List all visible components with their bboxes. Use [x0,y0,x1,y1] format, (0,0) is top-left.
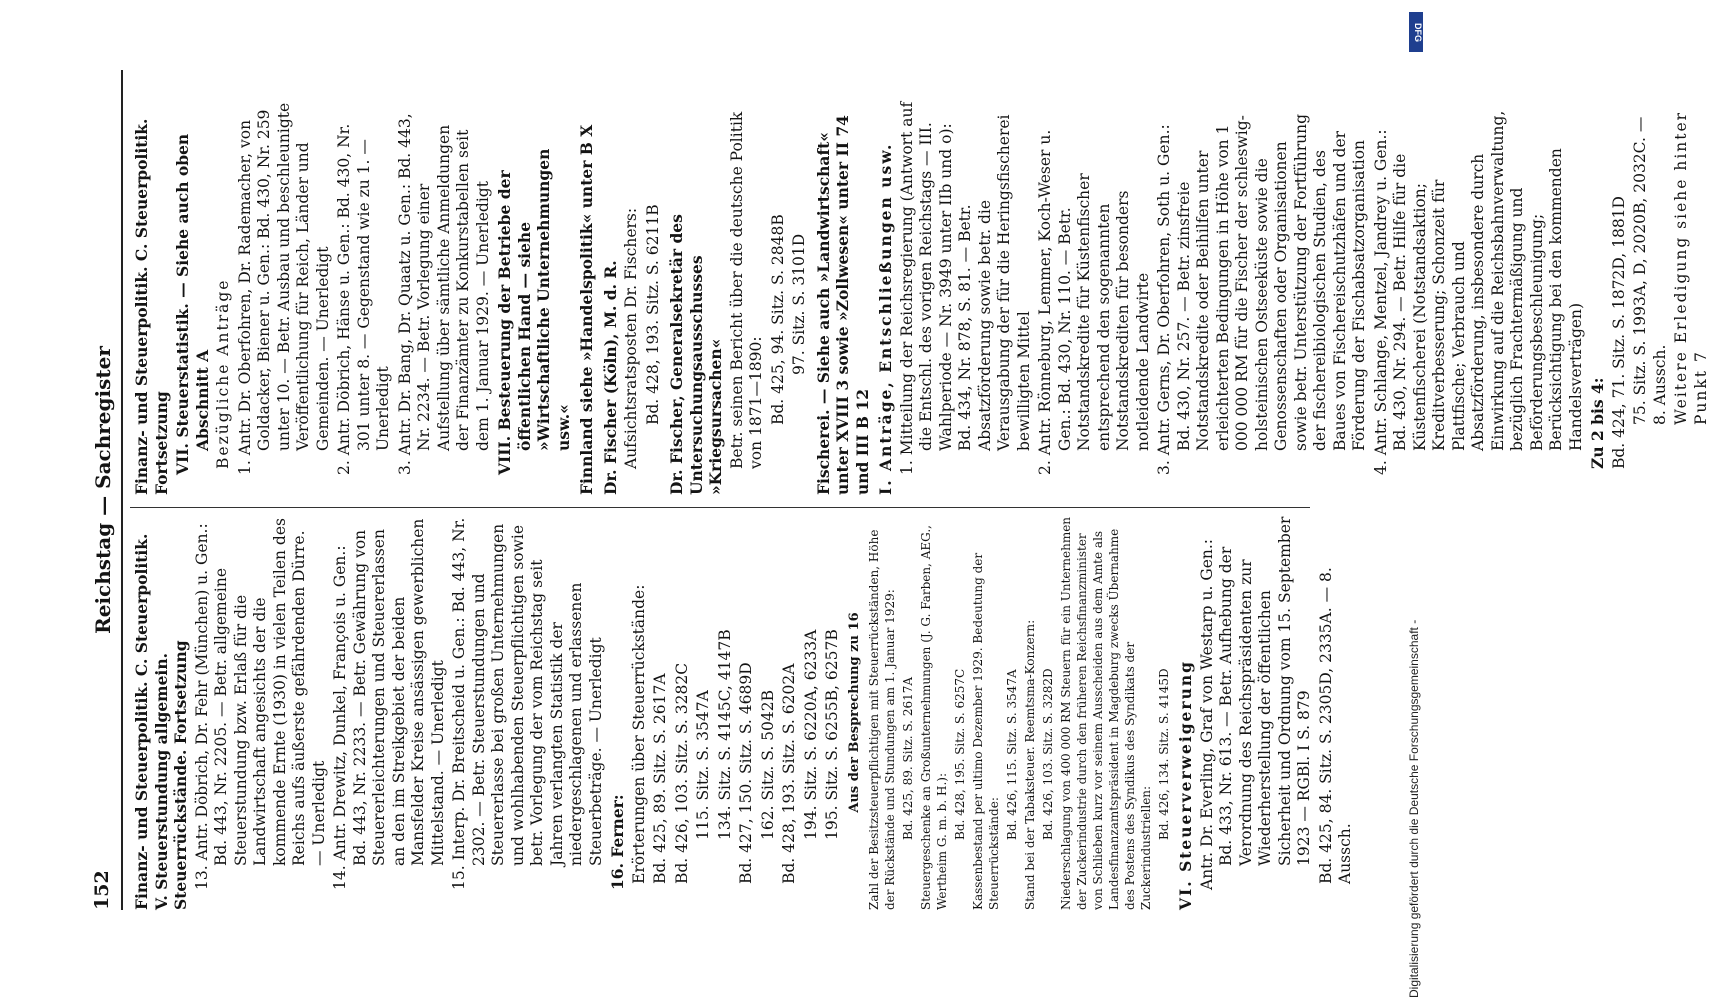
reference-line: Weitere Erledigung siehe hinter Punkt 7 [1672,110,1710,425]
entry-3: 3. Antr. Dr. Bang, Dr. Quaatz u. Gen.: Bd. 443, Nr. 2234. — Betr. Vorlegung einer Aufstellung über sämtliche Anmeldungen der Finanzämter zu Konkurstabellen seit dem 1. Januar 1929. — Unerledigt [395,113,492,475]
section-heading: I. Anträge, Entschließungen usw. [876,142,895,495]
entry-14: 14. Antr. Drewitz, Dunkel, François u. Gen.: Bd. 443, Nr. 2233. — Betr. Gewährung von Steuererleichterungen und Steuererlassen an den im Streikgebiet der beiden Mansfelder Kreise ansässigen gewerblichen Mittelstand. — Unerledigt [331,518,447,890]
reference-line: 195. Sitz. S. 6255B, 6257B [823,629,841,840]
index-entry: Dr. Fischer, Generalsekretär des Untersuchungsausschusses »Kriegsursachen« [667,214,725,495]
subentry-heading: Erörterungen über Steuerrückstände: [629,584,648,884]
section-heading: Finanz- und Steuerpolitik. C. Steuerpolitik. V. Steuerstundung allgemein. Steuerrückstände. Fortsetzung [132,533,190,910]
reference-line: Bd. 424, 71. Sitz. S. 1872D, 1881D [1609,196,1628,469]
reference-line: 162. Sitz. S. 5042B [758,689,777,840]
entry: Antr. Dr. Everling, Graf von Westarp u. Gen.: Bd. 433, Nr. 613. — Betr. Aufhebung der Verordnung des Reichspräsidenten zur Wiederherstellung der öffentlichen Sicherheit und Ordnung vom 15. September 1923 — RGBl. I S. 879 [1197,516,1313,890]
page-number: 152 [91,870,113,910]
discussion-topic: Niederschlagung von 400 000 RM Steuern für ein Unternehmen der Zuckerindustrie durch den früheren Reichsfinanzminister von Schlieben kurz vor seinem Ausscheiden aus dem Amte als Landesfinanzamtspräsident in Magdeburg zwecks Übernahme des Postens des Syndikus des Syndikats der Zuckerindustriellen: [1059,516,1153,910]
discussion-topic: Zahl der Besitzsteuerpflichtigen mit Steuerrückständen, Höhe der Rückstände und Stundungen am 1. Januar 1929: [867,529,897,910]
reference-line: Bd. 426, 103. Sitz. S. 3282C [672,662,691,884]
index-entry: Dr. Fischer (Köln), M. d. R. [600,260,620,495]
entry-13: 13. Antr. Döbrich, Dr. Fehr (München) u. Gen.: Bd. 443, Nr. 2205. — Betr. allgemeine Steuerstundung bzw. Erlaß für die Landwirtschaft angesichts der die kommende Ernte (1930) in vielen Teilen des Reichs aufs äußerste gefährdenden Dürre. — Unerledigt [192,518,328,890]
discussion-topic: Stand bei der Tabaksteuer. Reemtsma-Konzern: [1023,619,1037,910]
right-column [128,100,1713,495]
section-heading: Finanz- und Steuerpolitik. C. Steuerpolitik. Fortsetzung [132,118,171,495]
reference-line: 115. Sitz. S. 3547A [694,690,712,840]
section-heading: VIII. Besteuerung der Betriebe der öffentlichen Hand — siehe »Wirtschaftliche Unternehmungen usw.« [495,148,573,475]
entry-1: 1. Mitteilung der Reichsregierung (Antwort auf die Entschl. des vorigen Reichstags — III. Wahlperiode — Nr. 3949 unter IIb und o): Bd. 434, Nr. 878, S. 81. — Betr. Absatzförderung sowie betr. die Verausgabung der für die Heringsfischerei bewilligten Mittel [897,101,1033,475]
entry-1: 1. Antr. Dr. Oberfohren, Dr. Rademacher, von Goldacker, Biener u. Gen.: Bd. 430, Nr. 259 unter 10. — Betr. Ausbau und beschleunigte Veröffentlichung für Reich, Länder und Gemeinden. — Unerledigt [235,102,332,475]
entry-2: 2. Antr. Rönneburg, Lemmer, Koch-Weser u. Gen.: Bd. 430, Nr. 110. — Betr. Notstandskredite für Küstenfischer entsprechend den sogenannten Notstandskrediten für besonders notleidende Landwirte [1036,129,1152,475]
subheading: Bezügliche Anträge [214,278,232,469]
reference-line: Bd. 428, 193. Sitz. S. 6211B [643,204,662,425]
reference-line: 134. Sitz. S. 4145C, 4147B [715,629,734,840]
credit-text: Digitalisierung gefördert durch die Deutsche Forschungsgemeinschaft - [1407,619,1421,998]
reference-line: Bd. 425, 89. Sitz. S. 2617A [651,673,669,884]
page-header [85,70,125,910]
column-divider [130,507,1310,508]
reference-line: 194. Sitz. S. 6220A, 6233A [801,629,820,840]
entry-16: 16. Ferner: [608,794,627,890]
reference-line: 75. Sitz. S. 1993A, D, 2020B, 2032C. — 8. Aussch. [1631,116,1669,425]
reference-line: Bd. 428, 195. Sitz. S. 6257C [953,668,967,840]
section-heading: VI. Steuerverweigerung [1176,660,1195,910]
section-heading: VII. Steuerstatistik. — Siehe auch oben Abschnitt A [173,133,212,475]
reference-line: Bd. 426, 134. Sitz. S. 4145D [1157,668,1171,840]
discussion-topic: Steuergeschenke an Großunternehmungen (J. G. Farben, AEG., Wertheim G. m. b. H.): [919,525,949,910]
left-column [128,515,1358,910]
entry-15: 15. Interp. Dr. Breitscheid u. Gen.: Bd. 443, Nr. 2302. — Betr. Steuerstundungen und Steuererlasse bei großen Unternehmungen und wohlhabenden Steuerpflichtigen sowie betr. Vorlegung der vom Reichstag seit Jahren verlangten Statistik der niedergeschlagenen und erlassenen Steuerbeträge. — Unerledigt [450,517,605,890]
reference-line: Bd. 425, 94. Sitz. S. 2848B [768,214,787,425]
subentry: Aufsichtsratsposten Dr. Fischers: [622,207,640,469]
header-rule [121,70,123,910]
reference-line: Bd. 427, 150. Sitz. S. 4689D [737,662,755,884]
index-entry: Fischerei. — Siehe auch »Landwirtschaft« unter XVIII 3 sowie »Zollwesen« unter II 74 und III B 12 [813,115,872,495]
entry-2: 2. Antr. Döbrich, Hänse u. Gen.: Bd. 430, Nr. 301 unter 8. — Gegenstand wie zu 1. — Unerledigt [335,123,392,475]
entry-3: 3. Antr. Gerns, Dr. Oberfohren, Soth u. Gen.: Bd. 430, Nr. 257. — Betr. zinsfreie Notstandskredite oder Beihilfen unter erleichterten Bedingungen in Höhe von 1 000 000 RM für die Fischer der schleswig-holsteinischen Ostseeküste sowie die Genossenschaften oder Organisationen sowie betr. Unterstützung der Fortführung der fischereibiologischen Studien, des Baues von Fischereischutzhäfen und der Förderung der Fischabsatzorganisation [1155,113,1368,475]
dfg-logo: DFG [1409,12,1423,52]
entry-4: 4. Antr. Schlange, Mentzel, Jandrey u. Gen.: Bd. 430, Nr. 294. — Betr. Hilfe für die Küstenfischerei (Notstandsaktion; Kreditverbesserung; Schonzeit für Plattfische; Verbrauch und Absatzförderung, insbesondere durch Einwirkung auf die Reichsbahnverwaltung, bezüglich Frachtermäßigung und Beförderungsbeschleunigung; Berücksichtigung bei den kommenden Handelsverträgen) [1371,110,1585,475]
digitization-credit [1405,8,1425,998]
reference-line: 97. Sitz. S. 3101D [790,233,808,375]
index-entry: Finnland siehe »Handelspolitik« unter B X [577,124,596,495]
reference-line: Bd. 425, 84. Sitz. S. 2305D, 2335A. — 8. Aussch. [1316,567,1354,884]
reference-line: Bd. 426, 115. Sitz. S. 3547A [1005,669,1019,840]
reference-line: Bd. 425, 89. Sitz. S. 2617A [901,676,915,840]
subheading: Zu 2 bis 4: [1588,377,1607,469]
subentry: Betr. seinen Bericht über die deutsche Politik von 1871—1890: [727,111,765,469]
discussion-heading: Aus der Besprechung zu 16 [846,612,862,813]
reference-line: Bd. 426, 103. Sitz. S. 3282D [1041,668,1055,840]
running-title: Reichstag — Sachregister [91,346,115,634]
reference-line: Bd. 428, 193. Sitz. S. 6202A [780,663,798,884]
discussion-topic: Kassenbestand per ultimo Dezember 1929. Bedeutung der Steuerrückstände: [971,552,1001,910]
